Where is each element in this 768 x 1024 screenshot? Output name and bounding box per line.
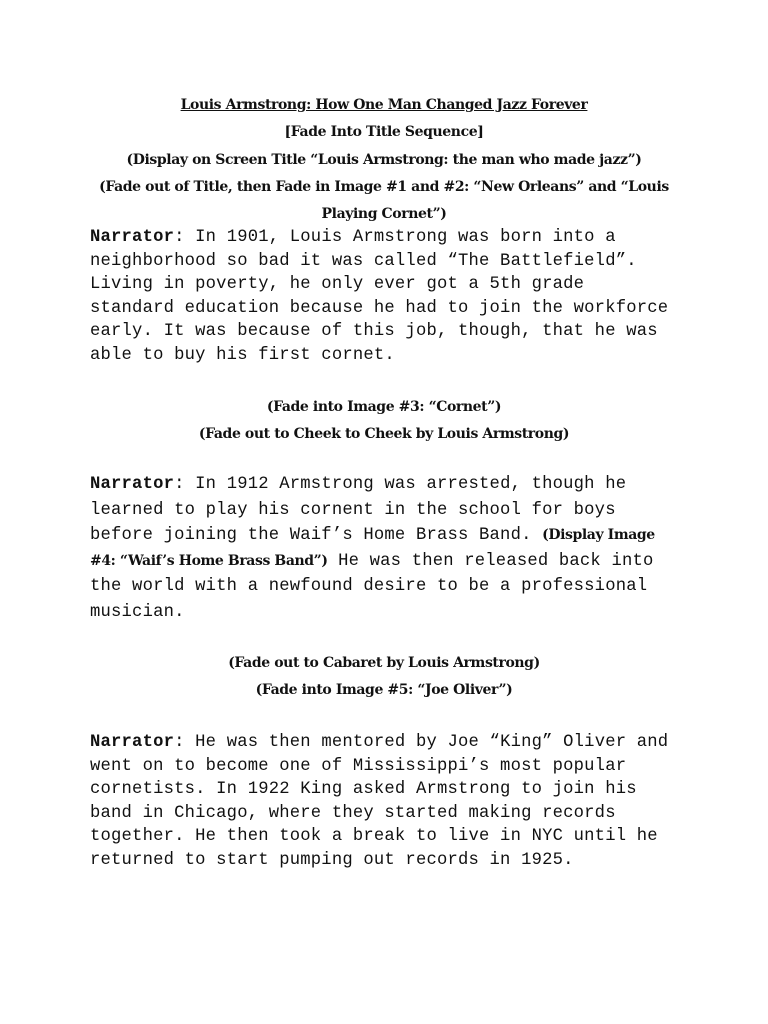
cue-cornet-image: (Fade into Image #3: “Cornet”) bbox=[266, 399, 502, 415]
inline-cue-waifs-home: #4: “Waif’s Home Brass Band”) bbox=[90, 552, 328, 569]
cue-title-sequence: [Fade Into Title Sequence] bbox=[284, 124, 484, 140]
document-title: Louis Armstrong: How One Man Changed Jazz Forever bbox=[180, 97, 588, 113]
speaker-label: Narrator bbox=[90, 733, 175, 752]
speaker-label: Narrator bbox=[90, 475, 175, 494]
cue-cabaret: (Fade out to Cabaret by Louis Armstrong) bbox=[228, 655, 540, 671]
narration-paragraph-2 bbox=[90, 472, 690, 625]
narration-text: : In 1912 Armstrong was arrested, though he learned to play his cornent in the school for boys before joining the Waif’s Home Brass Band. bbox=[90, 475, 627, 545]
narration-paragraph-1 bbox=[90, 226, 690, 368]
inline-cue-display-image: (Display Image bbox=[542, 527, 655, 543]
narration-text: : In 1901, Louis Armstrong was born into a neighborhood so bad it was called “The Battlefield”. Living in poverty, he only ever got a 5th grade standard education because he had to join the workforce early. It was because of this job, though, that he was able to buy his first cornet. bbox=[90, 228, 669, 365]
cue-display-title: (Display on Screen Title “Louis Armstrong: the man who made jazz”) bbox=[126, 152, 642, 168]
cue-joe-oliver-image: (Fade into Image #5: “Joe Oliver”) bbox=[255, 682, 513, 698]
speaker-label: Narrator bbox=[90, 228, 175, 247]
narration-text: He was then released back into the world with a newfound desire to be a professional musician. bbox=[90, 551, 654, 622]
narration-text: : He was then mentored by Joe “King” Oliver and went on to become one of Mississippi’s most popular cornetists. In 1922 King asked Armstrong to join his band in Chicago, where they started making records together. He then took a break to live in NYC until he returned to start pumping out records in 1925. bbox=[90, 733, 669, 870]
cue-cheek-to-cheek: (Fade out to Cheek to Cheek by Louis Armstrong) bbox=[198, 426, 570, 442]
cue-fade-images-line2: Playing Cornet”) bbox=[321, 206, 447, 222]
cue-fade-images-line1: (Fade out of Title, then Fade in Image #1 and #2: “New Orleans” and “Louis bbox=[99, 179, 669, 195]
narration-paragraph-3 bbox=[90, 731, 690, 873]
